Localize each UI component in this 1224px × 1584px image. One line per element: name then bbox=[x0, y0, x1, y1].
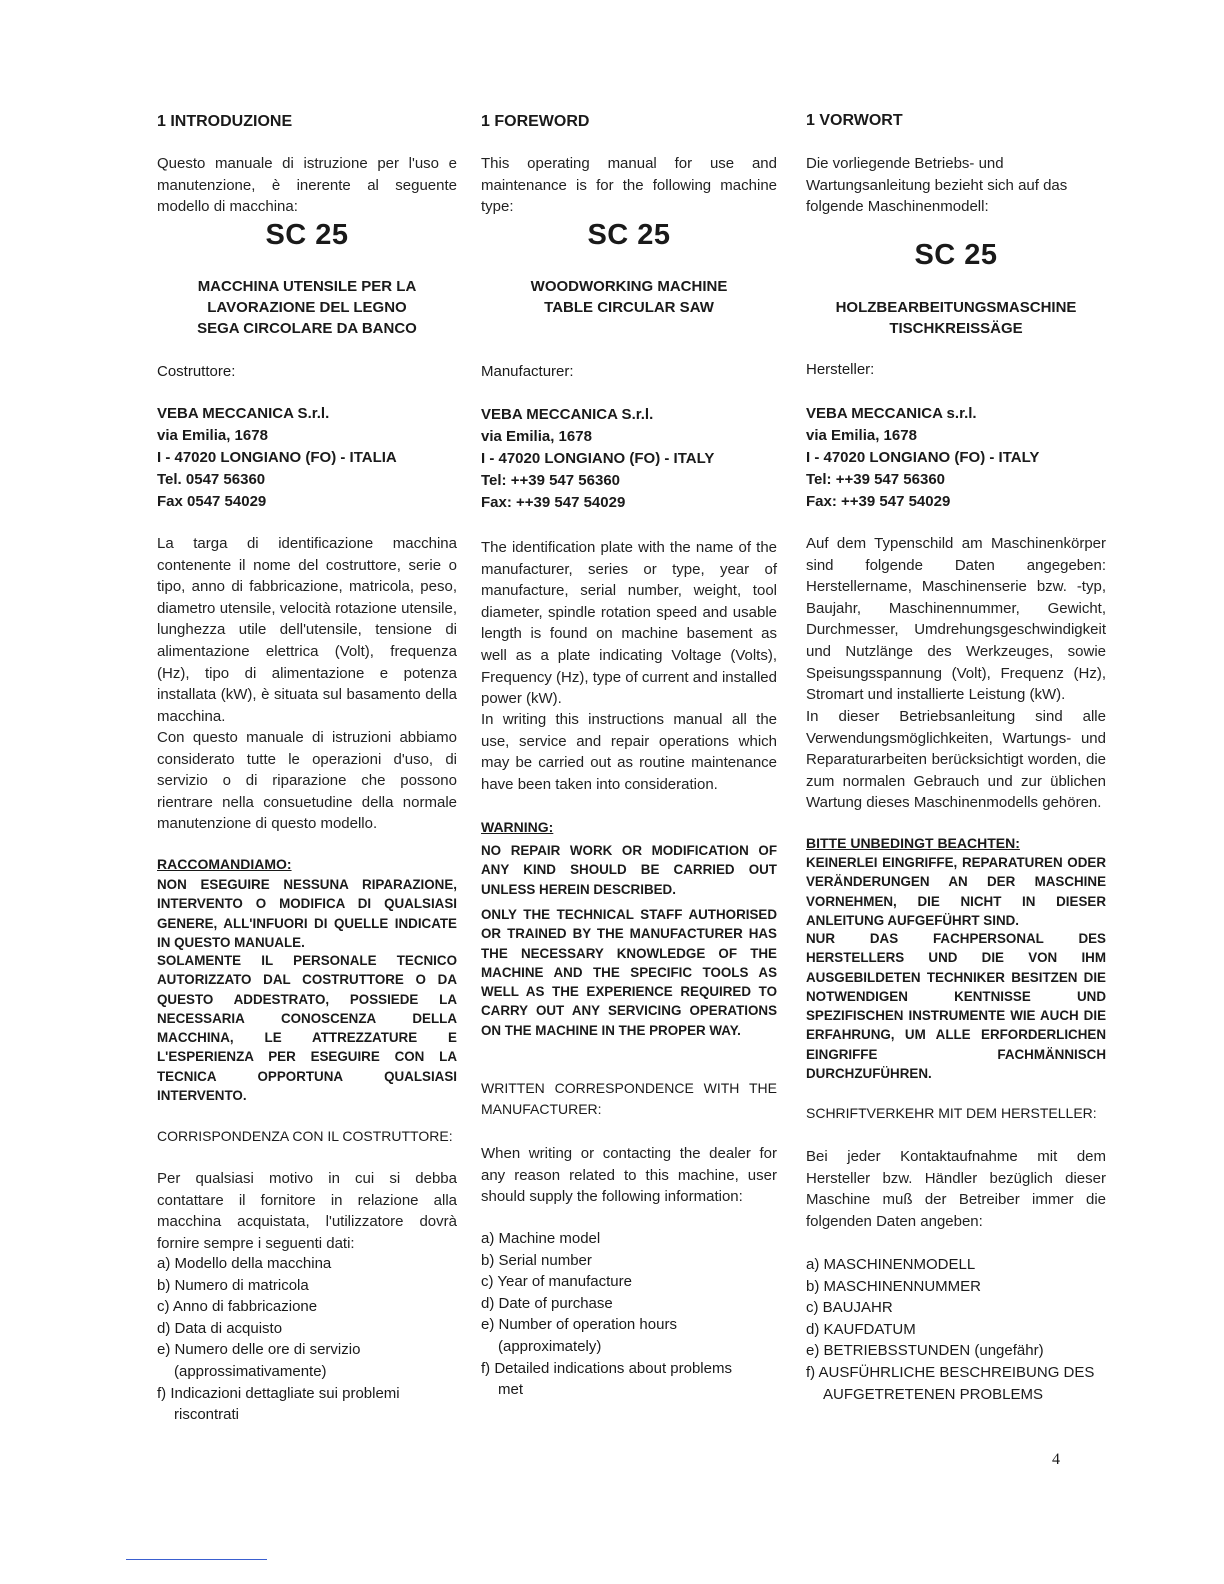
contact-paragraph: Per qualsiasi motivo in cui si debba contattare il fornitore in relazione alla macchina acquistata, l'utilizzatore dovrà fornire sempre i seguenti dati: bbox=[157, 1170, 457, 1252]
warning-heading: RACCOMANDIAMO: bbox=[157, 856, 292, 872]
required-data-list bbox=[481, 1228, 777, 1401]
list-item: f) Indicazioni dettagliate sui problemi riscontrati bbox=[157, 1384, 400, 1424]
model-name: SC 25 bbox=[587, 219, 671, 251]
address-line: VEBA MECCANICA s.r.l. bbox=[806, 405, 977, 422]
machine-title bbox=[806, 297, 1106, 339]
column-english bbox=[481, 0, 777, 1584]
machine-title bbox=[481, 276, 777, 318]
manual-scope-paragraph: In writing this instructions manual all the use, service and repair operations which may be carried out as routine maintenance have been taken into consideration. bbox=[481, 711, 777, 793]
machine-title-line: HOLZBEARBEITUNGSMASCHINE bbox=[835, 299, 1077, 316]
machine-title-line: WOODWORKING MACHINE bbox=[530, 278, 728, 295]
warning-text: NO REPAIR WORK OR MODIFICATION OF ANY KIND SHOULD BE CARRIED OUT UNLESS HEREIN DESCRIBED. bbox=[481, 843, 777, 897]
warning-text: NUR DAS FACHPERSONAL DES HERSTELLERS UND DIE VON IHM AUSGEBILDETEN TECHNIKER BESITZEN DIE NOTWENDIGEN KENTNISSE UND SPEZIFISCHEN INSTRUMENTE WIE AUCH DIE ERFAHRUNG, UM ALLE ERFORDERLICHEN EINGRIFFE FACHMÄNNISCH DURCHZUFÜHREN. bbox=[806, 931, 1106, 1082]
correspondence-heading: WRITTEN CORRESPONDENCE WITH THE MANUFACTURER: bbox=[481, 1080, 777, 1117]
model-name: SC 25 bbox=[914, 239, 998, 271]
warning-text: NON ESEGUIRE NESSUNA RIPARAZIONE, INTERVENTO O MODIFICA DI QUALSIASI GENERE, ALL'INFUORI DI QUELLE INDICATE IN QUESTO MANUALE. bbox=[157, 877, 457, 950]
intro-paragraph bbox=[806, 153, 1106, 218]
intro-line: folgende Maschinenmodell: bbox=[806, 198, 989, 216]
machine-title-line: TISCHKREISSÄGE bbox=[889, 320, 1023, 337]
identification-paragraph: The identification plate with the name of the manufacturer, series or type, year of manufacture, serial number, weight, tool diameter, spindle rotation speed and usable length is found on machine basement as well as a plate indicating Voltage (Volts), Frequency (Hz), type of current and installed power (kW). bbox=[481, 539, 777, 708]
intro-line: Wartungsanleitung bezieht sich auf das bbox=[806, 176, 1068, 194]
model-name: SC 25 bbox=[265, 219, 349, 251]
address-line: I - 47020 LONGIANO (FO) - ITALY bbox=[806, 449, 1040, 466]
intro-paragraph: Questo manuale di istruzione per l'uso e manutenzione, è inerente al seguente modello di macchina: bbox=[157, 155, 457, 216]
page-number: 4 bbox=[1052, 1451, 1060, 1468]
list-item: a) MASCHINENMODELL bbox=[806, 1256, 976, 1273]
address-line: Tel. 0547 56360 bbox=[157, 471, 266, 488]
address-line: Fax: ++39 547 54029 bbox=[806, 493, 951, 510]
manufacturer-label: Manufacturer: bbox=[481, 363, 574, 380]
address-line: via Emilia, 1678 bbox=[806, 427, 917, 444]
address-line: Fax 0547 54029 bbox=[157, 493, 267, 510]
required-data-list bbox=[806, 1254, 1106, 1405]
list-item: d) Date of purchase bbox=[481, 1294, 613, 1312]
address-line: VEBA MECCANICA S.r.l. bbox=[481, 406, 654, 423]
manufacturer-address bbox=[806, 403, 1106, 513]
manufacturer-address bbox=[157, 403, 457, 513]
list-item: d) Data di acquisto bbox=[157, 1319, 283, 1337]
intro-line: Die vorliegende Betriebs- und bbox=[806, 155, 1004, 172]
machine-title-line: MACCHINA UTENSILE PER LA bbox=[197, 278, 417, 295]
correspondence-heading: SCHRIFTVERKEHR MIT DEM HERSTELLER: bbox=[806, 1105, 1097, 1121]
section-heading: 1 FOREWORD bbox=[481, 113, 590, 130]
identification-paragraph: Auf dem Typenschild am Maschinenkörper sind folgende Daten angegeben: Herstellername, Maschinenserie bzw. -typ, Baujahr, Maschinennummer, Gewicht, Durchmesser, Umdrehungsgeschwindigkeit und Nutzlänge des Werkzeuges, sowie Speisungsspannung (Volt), Frequenz (Hz), Stromart und installierte Leistung (kW). bbox=[806, 535, 1106, 704]
manual-scope-paragraph: Con questo manuale di istruzioni abbiamo considerato tutte le operazioni d'uso, di servizio o di riparazione che possono rientrare nella consuetudine della normale manutenzione di questo modello. bbox=[157, 729, 457, 833]
list-item: d) KAUFDATUM bbox=[806, 1320, 916, 1338]
list-item: e) Number of operation hours (approximately) bbox=[481, 1316, 677, 1355]
contact-paragraph: When writing or contacting the dealer for any reason related to this machine, user should supply the following information: bbox=[481, 1145, 777, 1206]
section-heading: 1 VORWORT bbox=[806, 112, 903, 129]
section-heading: 1 INTRODUZIONE bbox=[157, 113, 293, 130]
identification-paragraph: La targa di identificazione macchina contenente il nome del costruttore, serie o tipo, anno di fabbricazione, matricola, peso, diametro utensile, velocità rotazione utensile, lunghezza utile dell'utensile, tensione di alimentazione elettrica (Volt), frequenza (Hz), tipo di alimentazione e potenza installata (kW), è situata sul basamento della macchina. bbox=[157, 535, 457, 725]
manufacturer-label: Costruttore: bbox=[157, 363, 236, 380]
warning-heading: BITTE UNBEDINGT BEACHTEN: bbox=[806, 835, 1020, 851]
contact-paragraph: Bei jeder Kontaktaufnahme mit dem Hersteller bzw. Händler bezüglich dieser Maschine muß der Betreiber immer die folgenden Daten angeben: bbox=[806, 1148, 1106, 1230]
manufacturer-label: Hersteller: bbox=[806, 361, 875, 378]
manual-scope-paragraph: In dieser Betriebsanleitung sind alle Verwendungsmöglichkeiten, Wartungs- und Reparaturarbeiten berücksichtigt worden, die zum normalen Gebrauch und zur üblichen Wartung dieses Maschinenmodells gehören. bbox=[806, 708, 1106, 812]
address-line: I - 47020 LONGIANO (FO) - ITALY bbox=[481, 450, 715, 467]
required-data-list bbox=[157, 1253, 457, 1426]
address-line: VEBA MECCANICA S.r.l. bbox=[157, 405, 330, 422]
list-item: c) BAUJAHR bbox=[806, 1299, 893, 1317]
warning-heading: WARNING: bbox=[481, 819, 554, 835]
machine-title-line: TABLE CIRCULAR SAW bbox=[544, 299, 714, 316]
machine-title-line: SEGA CIRCOLARE DA BANCO bbox=[197, 320, 417, 337]
list-item: f) Detailed indications about problems met bbox=[481, 1359, 732, 1399]
list-item: a) Machine model bbox=[481, 1230, 601, 1247]
list-item: b) Numero di matricola bbox=[157, 1276, 309, 1294]
machine-title bbox=[157, 276, 457, 339]
warning-text: KEINERLEI EINGRIFFE, REPARATUREN ODER VERÄNDERUNGEN AN DER MASCHINE VORNEHMEN, DIE NICHT IN DIESER ANLEITUNG AUFGEFÜHRT SIND. bbox=[806, 855, 1106, 928]
address-line: via Emilia, 1678 bbox=[157, 427, 268, 444]
list-item: c) Year of manufacture bbox=[481, 1273, 632, 1291]
address-line: I - 47020 LONGIANO (FO) - ITALIA bbox=[157, 449, 397, 466]
address-line: Fax: ++39 547 54029 bbox=[481, 494, 626, 511]
list-item: a) Modello della macchina bbox=[157, 1255, 332, 1272]
manufacturer-address bbox=[481, 404, 777, 514]
list-item: c) Anno di fabbricazione bbox=[157, 1298, 318, 1316]
bottom-rule bbox=[126, 1559, 267, 1560]
address-line: via Emilia, 1678 bbox=[481, 428, 592, 445]
column-german bbox=[806, 0, 1106, 1584]
warning-text: ONLY THE TECHNICAL STAFF AUTHORISED OR TRAINED BY THE MANUFACTURER HAS THE NECESSARY KNOWLEDGE OF THE MACHINE AND THE SPECIFIC TOOLS AS WELL AS THE EXPERIENCE REQUIRED TO CARRY OUT ANY SERVICING OPERATIONS ON THE MACHINE IN THE PROPER WAY. bbox=[481, 907, 777, 1038]
correspondence-heading: CORRISPONDENZA CON IL COSTRUTTORE: bbox=[157, 1128, 453, 1144]
list-item: b) Serial number bbox=[481, 1251, 592, 1269]
list-item: e) Numero delle ore di servizio (approssimativamente) bbox=[157, 1341, 361, 1380]
intro-paragraph: This operating manual for use and maintenance is for the following machine type: bbox=[481, 155, 777, 216]
column-italian bbox=[157, 0, 457, 1584]
address-line: Tel: ++39 547 56360 bbox=[481, 472, 620, 489]
list-item: b) MASCHINENNUMMER bbox=[806, 1277, 982, 1295]
list-item: e) BETRIEBSSTUNDEN (ungefähr) bbox=[806, 1342, 1044, 1360]
warning-text: SOLAMENTE IL PERSONALE TECNICO AUTORIZZATO DAL COSTRUTTORE O DA QUESTO ADDESTRATO, POSSIEDE LA NECESSARIA CONOSCENZA DELLA MACCHINA, LE ATTREZZATURE E L'ESPERIENZA PER ESEGUIRE CON LA TECNICA OPPORTUNA QUALSIASI INTERVENTO. bbox=[157, 953, 457, 1104]
list-item: f) AUSFÜHRLICHE BESCHREIBUNG DES AUFGETRETENEN PROBLEMS bbox=[806, 1363, 1095, 1403]
address-line: Tel: ++39 547 56360 bbox=[806, 471, 945, 488]
machine-title-line: LAVORAZIONE DEL LEGNO bbox=[207, 299, 407, 316]
